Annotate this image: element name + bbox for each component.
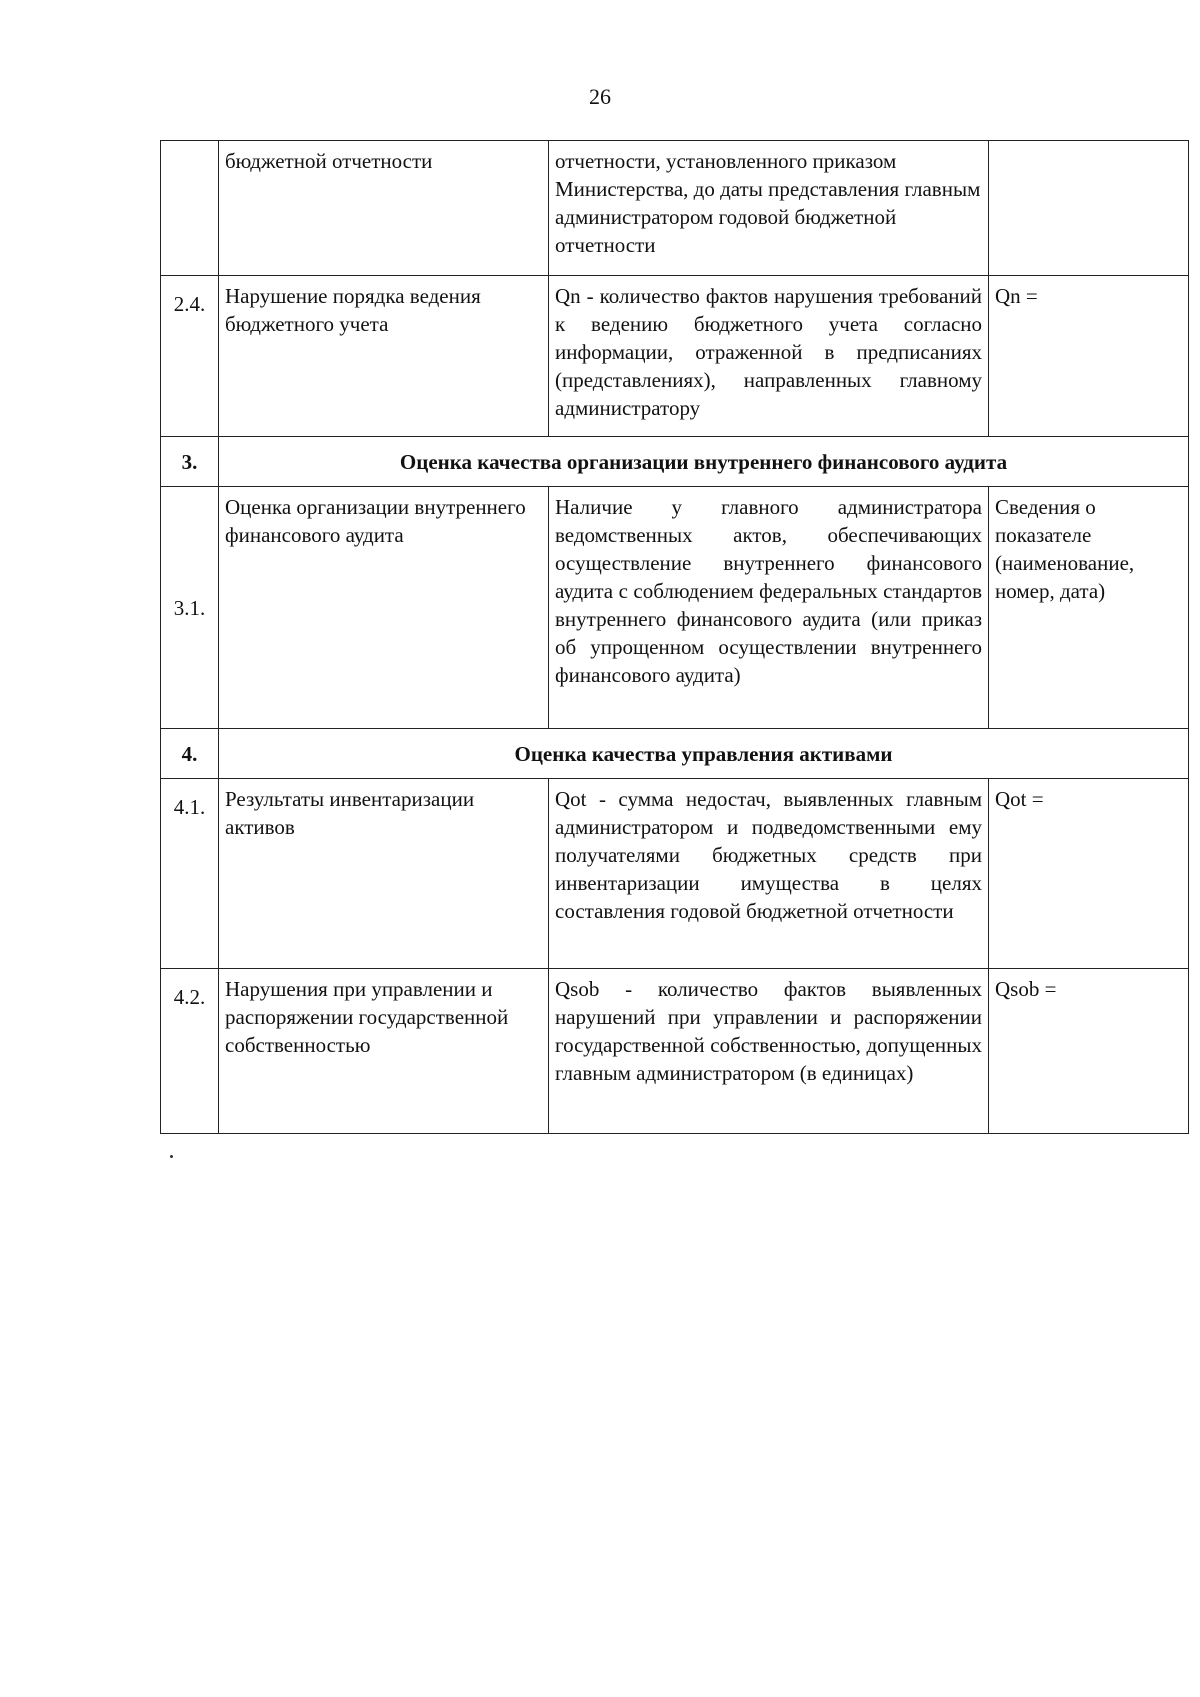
row-number-cell: 4.1.	[161, 779, 219, 969]
section-header-row	[161, 729, 1189, 779]
indicator-name-cell: бюджетной отчетности	[219, 141, 549, 276]
indicator-name-cell: Нарушения при управлении и распоряжении государственной собственностью	[219, 969, 549, 1134]
row-number-cell: 3.1.	[161, 487, 219, 729]
indicator-value-cell: Qn =	[989, 276, 1189, 437]
indicator-value-cell	[989, 141, 1189, 276]
table-row	[161, 969, 1189, 1134]
indicator-value-cell: Сведения о показателе (наименование, номер, дата)	[989, 487, 1189, 729]
indicator-name-cell: Результаты инвентаризации активов	[219, 779, 549, 969]
indicators-table	[160, 140, 1189, 1134]
indicator-description-cell: Qn - количество фактов нарушения требований к ведению бюджетного учета согласно информации, отраженной в предписаниях (представлениях), направленных главному администратору	[549, 276, 989, 437]
section-number-cell: 4.	[161, 729, 219, 779]
indicator-value-cell: Qot =	[989, 779, 1189, 969]
row-number-cell	[161, 141, 219, 276]
table-row	[161, 487, 1189, 729]
section-header-row	[161, 437, 1189, 487]
indicator-name-cell: Нарушение порядка ведения бюджетного учета	[219, 276, 549, 437]
table-row	[161, 779, 1189, 969]
section-title-cell: Оценка качества управления активами	[219, 729, 1189, 779]
row-number-cell: 4.2.	[161, 969, 219, 1134]
page-number: 26	[589, 84, 611, 109]
indicator-value-cell: Qsob =	[989, 969, 1189, 1134]
table-row	[161, 141, 1189, 276]
table-row	[161, 276, 1189, 437]
indicator-description-cell: Наличие у главного администратора ведомственных актов, обеспечивающих осуществление внутреннего финансового аудита с соблюдением федеральных стандартов внутреннего финансового аудита (или приказ об упрощенном осуществлении внутреннего финансового аудита)	[549, 487, 989, 729]
section-number-cell: 3.	[161, 437, 219, 487]
indicator-description-cell: отчетности, установленного приказом Министерства, до даты представления главным администратором годовой бюджетной отчетности	[549, 141, 989, 276]
scan-speck	[170, 1155, 173, 1158]
indicator-description-cell: Qot - сумма недостач, выявленных главным администратором и подведомственными ему получателями бюджетных средств при инвентаризации имущества в целях составления годовой бюджетной отчетности	[549, 779, 989, 969]
indicator-description-cell: Qsob - количество фактов выявленных нарушений при управлении и распоряжении государственной собственностью, допущенных главным администратором (в единицах)	[549, 969, 989, 1134]
indicator-name-cell: Оценка организации внутреннего финансового аудита	[219, 487, 549, 729]
row-number-cell: 2.4.	[161, 276, 219, 437]
section-title-cell: Оценка качества организации внутреннего финансового аудита	[219, 437, 1189, 487]
